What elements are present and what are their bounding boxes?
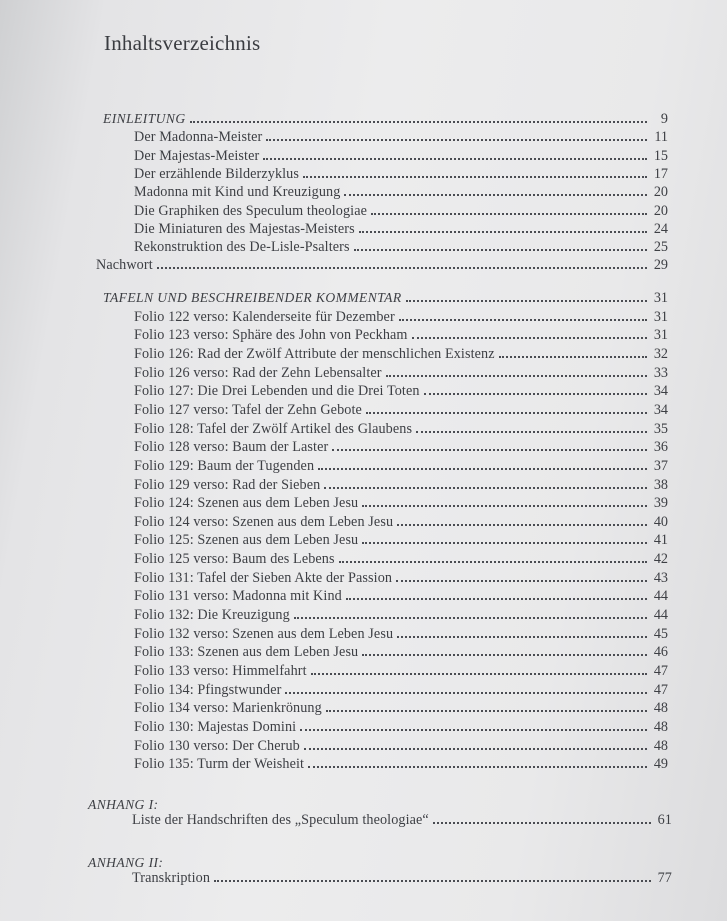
toc-entry-label: Der erzählende Bilderzyklus: [134, 165, 299, 182]
toc-entry-page: 24: [653, 220, 668, 237]
leader-dots: [362, 526, 647, 544]
leader-dots: [308, 750, 647, 768]
toc-entry-page: 61: [657, 812, 672, 828]
leader-dots: [300, 713, 647, 731]
toc-entry-label: Transkription: [132, 870, 211, 886]
toc-entry-label: Folio 125 verso: Baum des Lebens: [134, 551, 335, 568]
leader-dots: [366, 396, 647, 414]
toc-entry-page: 31: [653, 327, 668, 344]
leader-dots: [371, 197, 647, 215]
leader-dots: [362, 489, 647, 507]
toc-entry-label: Folio 125: Szenen aus dem Leben Jesu: [134, 532, 359, 549]
toc-entry-label: Folio 129 verso: Rad der Sieben: [134, 476, 321, 493]
page-title: Inhaltsverzeichnis: [104, 31, 261, 55]
toc-entry-page: 47: [653, 681, 668, 698]
toc-entry-page: 38: [653, 476, 668, 493]
leader-dots: [499, 340, 647, 358]
toc-entry-label: Rekonstruktion des De-Lisle-Psalters: [134, 239, 350, 256]
toc-entry-page: 49: [653, 756, 668, 773]
leader-dots: [332, 433, 647, 451]
toc-entry-page: 11: [654, 129, 668, 146]
leader-dots: [433, 806, 651, 824]
toc-entry-page: 45: [653, 625, 668, 642]
toc-entry-page: 36: [653, 439, 668, 456]
toc-entry-label: Folio 124: Szenen aus dem Leben Jesu: [134, 495, 359, 512]
leader-dots: [190, 105, 647, 123]
leader-dots: [396, 564, 647, 582]
toc-entry-label: Folio 133: Szenen aus dem Leben Jesu: [134, 644, 359, 661]
toc-entry-label: Folio 132: Die Kreuzigung: [134, 607, 290, 624]
leader-dots: [397, 508, 647, 526]
leader-dots: [344, 178, 647, 196]
toc-entry-label: Folio 132 verso: Szenen aus dem Leben Jesu: [134, 625, 394, 642]
toc-entry-label: Folio 127: Die Drei Lebenden und die Drei Toten: [134, 383, 420, 400]
toc-entry-page: 15: [653, 147, 668, 164]
toc-entry-label: Die Miniaturen des Majestas-Meisters: [134, 220, 355, 237]
toc-entry-page: 77: [657, 870, 672, 886]
leader-dots: [285, 676, 647, 694]
toc-entry-label: Folio 126: Rad der Zwölf Attribute der menschlichen Existenz: [134, 345, 495, 362]
toc-entry-page: 44: [653, 607, 668, 624]
toc-entry-label: Die Graphiken des Speculum theologiae: [134, 202, 367, 219]
leader-dots: [359, 215, 647, 233]
toc-entry-page: 34: [653, 383, 668, 400]
toc-entry-page: 48: [653, 718, 668, 735]
toc-entry-page: 31: [653, 290, 668, 306]
leader-dots: [354, 233, 647, 251]
toc-entry-label: Folio 130: Majestas Domini: [134, 718, 297, 735]
leader-dots: [311, 657, 647, 675]
annex-1-heading: ANHANG I:: [88, 797, 159, 812]
toc-entry-label: Folio 134 verso: Marienkrönung: [134, 700, 322, 717]
leader-dots: [399, 303, 647, 321]
toc-entry-page: 48: [653, 737, 668, 754]
toc-entry-label: EINLEITUNG: [103, 111, 186, 126]
toc-entry-label: Madonna mit Kind und Kreuzigung: [134, 184, 341, 201]
toc-entry-page: 32: [653, 345, 668, 362]
toc-entry-page: 41: [653, 532, 668, 549]
leader-dots: [263, 142, 647, 160]
toc-entry-page: 31: [653, 308, 668, 325]
toc-entry-label: Folio 128 verso: Baum der Laster: [134, 439, 329, 456]
leader-dots: [397, 620, 647, 638]
toc-entry-page: 39: [653, 495, 668, 512]
toc-entry-page: 42: [653, 551, 668, 568]
leader-dots: [386, 359, 647, 377]
leader-dots: [339, 545, 647, 563]
toc-entry-label: Folio 127 verso: Tafel der Zehn Gebote: [134, 401, 362, 418]
toc-entry-page: 43: [653, 569, 668, 586]
toc-entry-label: Folio 133 verso: Himmelfahrt: [134, 663, 307, 679]
toc-entry-label: Der Majestas-Meister: [134, 147, 260, 164]
toc-entry-page: 46: [653, 644, 668, 661]
toc-entry-label: TAFELN UND BESCHREIBENDER KOMMENTAR: [103, 290, 402, 305]
toc-entry-label: Liste der Handschriften des „Speculum theologiae“: [132, 812, 429, 828]
toc-entry-annex-2[interactable]: [132, 869, 672, 887]
toc-entry-page: 9: [660, 111, 668, 127]
leader-dots: [326, 694, 647, 712]
toc-entry-page: 40: [653, 513, 668, 530]
toc-entry-label: Der Madonna-Meister: [134, 129, 263, 146]
toc-entry-page: 34: [653, 401, 668, 418]
toc-entry-label: Folio 124 verso: Szenen aus dem Leben Jesu: [134, 513, 394, 530]
leader-dots: [346, 582, 647, 600]
leader-dots: [157, 251, 647, 269]
toc-entry-page: 17: [653, 165, 668, 182]
toc-entry[interactable]: [96, 256, 668, 274]
toc-entry-label: Folio 134: Pfingstwunder: [134, 681, 282, 698]
leader-dots: [294, 601, 647, 619]
toc-entry-page: 20: [653, 184, 668, 201]
leader-dots: [362, 638, 647, 656]
toc-entry-label: Folio 126 verso: Rad der Zehn Lebensalter: [134, 364, 382, 381]
leader-dots: [412, 321, 647, 339]
toc-entry-page: 25: [653, 239, 668, 256]
toc-entry[interactable]: [134, 755, 668, 773]
leader-dots: [324, 471, 647, 489]
toc-entry-page: 37: [653, 457, 668, 474]
toc-entry-label: Folio 123 verso: Sphäre des John von Peckham: [134, 327, 408, 344]
toc-entry-page: 47: [653, 663, 668, 679]
toc-entry-label: Nachwort: [96, 257, 153, 274]
leader-dots: [266, 123, 647, 141]
toc-entry-page: 20: [653, 202, 668, 219]
toc-entry-page: 48: [653, 700, 668, 717]
toc-entry-page: 44: [653, 588, 668, 605]
toc-entry-label: Folio 129: Baum der Tugenden: [134, 457, 315, 474]
toc-entry-page: 29: [653, 257, 668, 274]
leader-dots: [318, 452, 647, 470]
leader-dots: [424, 377, 647, 395]
toc-entry-page: 33: [653, 364, 668, 381]
leader-dots: [214, 864, 651, 882]
toc-entry-label: Folio 131: Tafel der Sieben Akte der Passion: [134, 569, 393, 586]
annex-2-heading: ANHANG II:: [88, 855, 164, 870]
toc-entry-label: Folio 128: Tafel der Zwölf Artikel des Glaubens: [134, 420, 413, 437]
leader-dots: [303, 160, 647, 178]
toc-entry-page: 35: [653, 420, 668, 437]
toc-entry-label: Folio 122 verso: Kalenderseite für Dezember: [134, 308, 395, 325]
leader-dots: [304, 732, 647, 750]
toc-entry-label: Folio 131 verso: Madonna mit Kind: [134, 588, 342, 605]
leader-dots: [406, 284, 647, 302]
toc-entry-annex-1[interactable]: [132, 811, 672, 829]
toc-entry-label: Folio 130 verso: Der Cherub: [134, 737, 300, 754]
toc-entry-label: Folio 135: Turm der Weisheit: [134, 756, 305, 773]
leader-dots: [416, 415, 647, 433]
